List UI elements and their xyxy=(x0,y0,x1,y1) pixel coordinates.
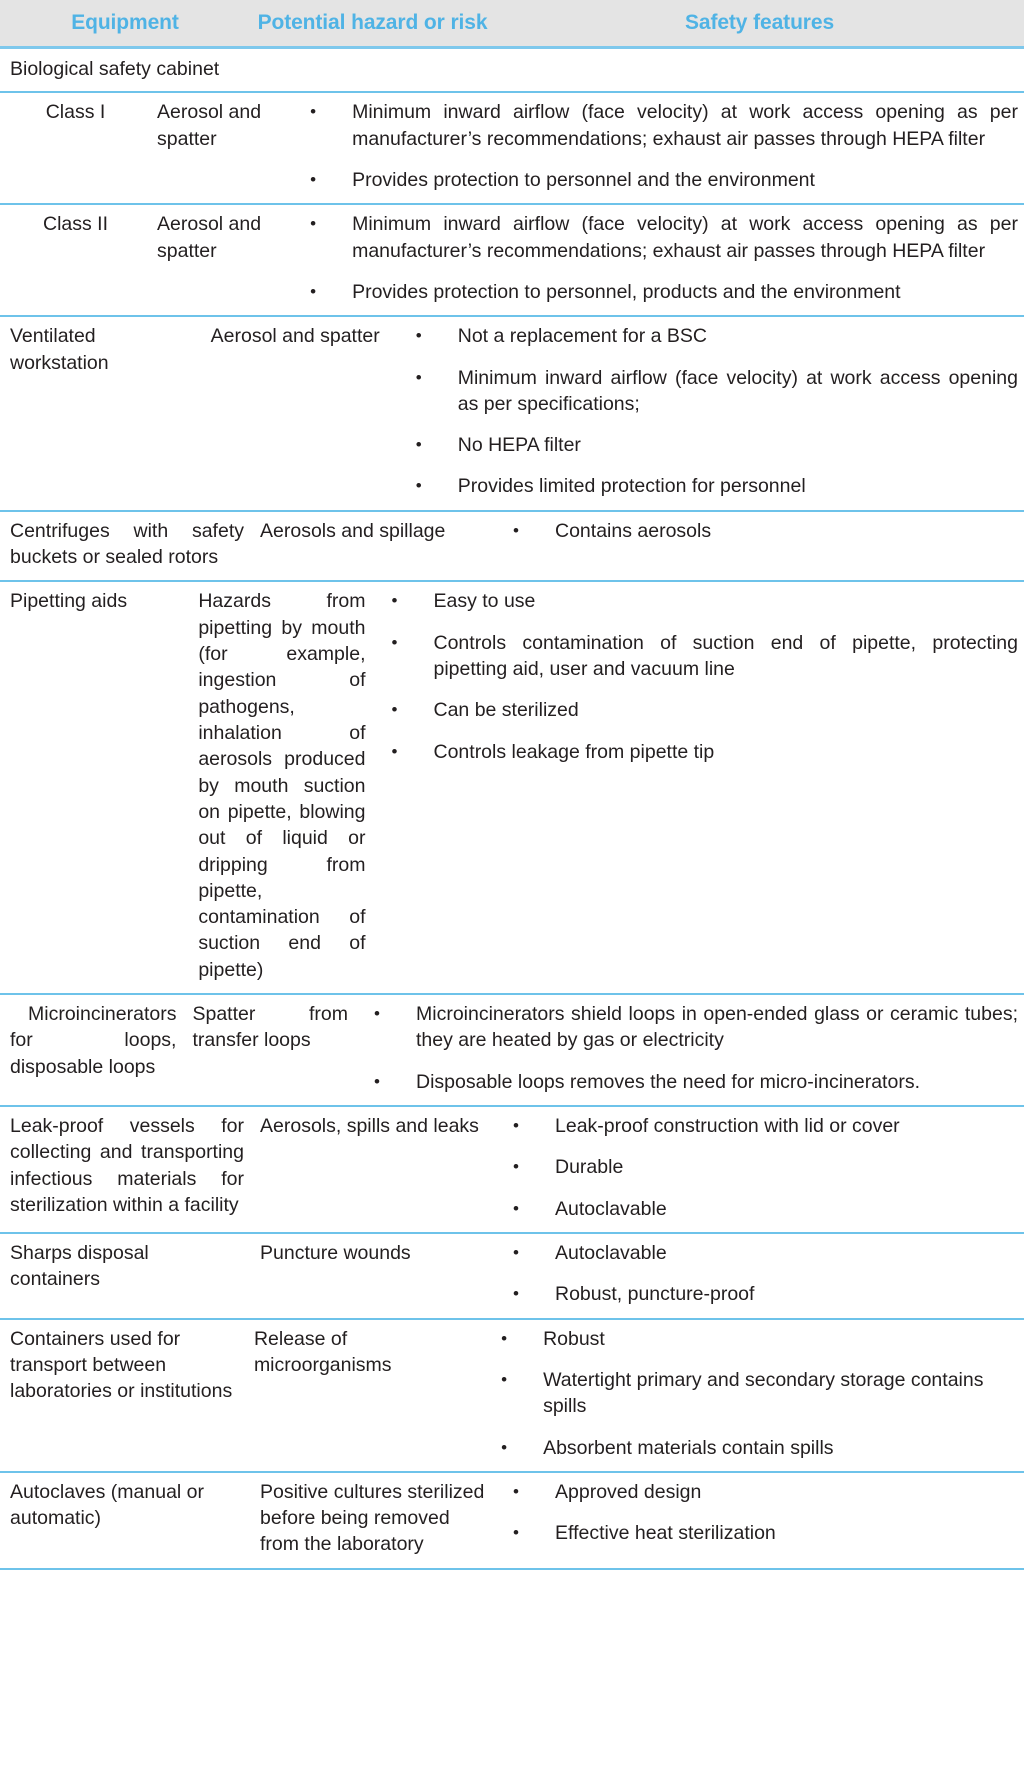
bullet-list xyxy=(495,1479,1018,1547)
list-item xyxy=(495,1196,1018,1222)
bullet-icon: • xyxy=(415,367,422,387)
column-header-equipment: Equipment xyxy=(71,11,179,34)
list-item xyxy=(398,432,1018,458)
table-row xyxy=(0,1473,1024,1570)
bullet-icon: • xyxy=(415,435,422,455)
list-item-label: Disposable loops removes the need for micro-incinerators. xyxy=(416,1070,920,1093)
bullet-icon: • xyxy=(310,102,317,122)
cell-equipment: Containers used for transport between laboratories or institutions xyxy=(10,1327,233,1403)
cell-equipment: Class II xyxy=(42,213,108,236)
group-features-empty xyxy=(495,49,1024,91)
list-item xyxy=(292,279,1018,305)
bullet-list xyxy=(495,518,1018,544)
list-item xyxy=(356,1069,1018,1095)
bullet-list xyxy=(495,1113,1018,1222)
list-item-label: No HEPA filter xyxy=(457,434,581,457)
cell-safety-features xyxy=(495,512,1024,581)
cell-safety-features xyxy=(292,93,1024,203)
list-item-label: Autoclavable xyxy=(555,1241,667,1264)
cell-equipment: Autoclaves (manual or automatic) xyxy=(10,1480,205,1530)
cell-equipment: Ventilated workstation xyxy=(10,325,109,374)
table-header-row xyxy=(0,0,1024,49)
bullet-icon: • xyxy=(310,214,317,234)
list-item xyxy=(374,739,1019,765)
bullet-icon: • xyxy=(415,326,422,346)
table-row xyxy=(0,205,1024,317)
table-row xyxy=(0,582,1024,995)
bullet-list xyxy=(483,1326,1018,1461)
list-item-label: Minimum inward airflow (face velocity) at work access opening as per manufacturer’s recommendations; exhaust air passes through HEPA filter xyxy=(352,101,1018,150)
cell-safety-features xyxy=(483,1320,1024,1471)
bullet-list xyxy=(398,323,1018,500)
list-item xyxy=(495,1240,1018,1266)
bullet-icon: • xyxy=(513,520,519,540)
list-item xyxy=(398,473,1018,499)
cell-safety-features xyxy=(495,1473,1024,1568)
list-item xyxy=(483,1326,1018,1352)
table-row-group-biological-safety-cabinet xyxy=(0,49,1024,93)
table-row xyxy=(0,1234,1024,1320)
cell-hazard: Aerosol and spatter xyxy=(210,325,380,348)
list-item-label: Watertight primary and secondary storage contains spills xyxy=(543,1368,984,1418)
bullet-icon: • xyxy=(415,476,422,496)
cell-equipment: Sharps disposal containers xyxy=(10,1241,149,1291)
bullet-list xyxy=(292,99,1018,193)
list-item xyxy=(374,697,1019,723)
list-item xyxy=(398,323,1018,349)
cell-equipment: Class I xyxy=(45,101,106,124)
bullet-icon: • xyxy=(513,1157,519,1177)
cell-equipment: Centrifuges with safety buckets or sealed rotors xyxy=(10,519,244,569)
bullet-list xyxy=(495,1240,1018,1308)
bullet-icon: • xyxy=(501,1328,508,1348)
list-item xyxy=(356,1001,1018,1054)
column-header-hazard: Potential hazard or risk xyxy=(257,11,488,34)
list-item-label: Provides limited protection for personnel xyxy=(457,475,806,498)
list-item-label: Minimum inward airflow (face velocity) at work access opening as per specifications; xyxy=(457,366,1018,415)
list-item-label: Durable xyxy=(555,1156,624,1179)
list-item-label: Provides protection to personnel and the environment xyxy=(352,168,815,191)
table-row xyxy=(0,1320,1024,1473)
group-hazard-empty xyxy=(250,49,495,91)
table-row xyxy=(0,317,1024,512)
list-item xyxy=(495,518,1018,544)
list-item xyxy=(495,1154,1018,1180)
list-item xyxy=(495,1479,1018,1505)
list-item-label: Autoclavable xyxy=(555,1197,667,1220)
cell-hazard: Aerosol and spatter xyxy=(157,213,262,262)
cell-safety-features xyxy=(495,1234,1024,1318)
list-item xyxy=(495,1520,1018,1546)
table-row xyxy=(0,1107,1024,1234)
cell-equipment: Pipetting aids xyxy=(10,590,128,613)
cell-safety-features xyxy=(356,995,1024,1105)
bullet-icon: • xyxy=(513,1481,519,1501)
list-item-label: Easy to use xyxy=(433,590,536,613)
list-item xyxy=(483,1435,1018,1461)
list-item xyxy=(483,1367,1018,1420)
list-item xyxy=(292,211,1018,264)
bullet-icon: • xyxy=(374,1071,380,1091)
bullet-icon: • xyxy=(513,1242,519,1262)
bullet-list xyxy=(292,211,1018,305)
cell-safety-features xyxy=(292,205,1024,315)
bullet-icon: • xyxy=(374,1004,380,1024)
table-row xyxy=(0,995,1024,1107)
cell-equipment: Microincinerators for loops, disposable loops xyxy=(10,1003,177,1078)
bullet-icon: • xyxy=(310,281,317,301)
list-item xyxy=(495,1113,1018,1139)
list-item-label: Provides protection to personnel, products and the environment xyxy=(352,280,901,303)
list-item-label: Approved design xyxy=(555,1480,702,1503)
list-item xyxy=(292,167,1018,193)
cell-safety-features xyxy=(374,582,1024,993)
list-item-label: Leak-proof construction with lid or cover xyxy=(555,1115,900,1137)
bullet-list xyxy=(356,1001,1018,1095)
table-row xyxy=(0,512,1024,583)
bullet-icon: • xyxy=(501,1369,508,1389)
cell-hazard: Hazards from pipetting by mouth (for example, ingestion of pathogens, inhalation of aerosols produced by mouth suction on pipette, blowing out of liquid or dripping from pipette, contamination of suction end of pipette) xyxy=(198,590,366,981)
cell-hazard: Positive cultures sterilized before being removed from the laboratory xyxy=(260,1480,485,1556)
cell-hazard: Release of microorganisms xyxy=(253,1327,392,1376)
bullet-icon: • xyxy=(513,1523,519,1543)
cell-hazard: Aerosols, spills and leaks xyxy=(260,1115,479,1137)
list-item-label: Minimum inward airflow (face velocity) at work access opening as per manufacturer’s recommendations; exhaust air passes through HEPA filter xyxy=(352,213,1018,262)
column-header-safety-features: Safety features xyxy=(684,11,835,34)
bullet-icon: • xyxy=(310,169,317,189)
bullet-icon: • xyxy=(391,632,398,652)
list-item xyxy=(495,1281,1018,1307)
bullet-icon: • xyxy=(391,591,398,611)
list-item-label: Controls contamination of suction end of pipette, protecting pipetting aid, user and vacuum line xyxy=(433,631,1018,680)
bullet-icon: • xyxy=(513,1198,519,1218)
cell-hazard: Spatter from transfer loops xyxy=(192,1003,348,1052)
list-item-label: Robust, puncture-proof xyxy=(555,1283,755,1306)
cell-hazard: Puncture wounds xyxy=(260,1241,411,1264)
list-item-label: Can be sterilized xyxy=(433,699,579,722)
list-item-label: Robust xyxy=(543,1327,605,1350)
cell-hazard: Aerosols and spillage xyxy=(260,519,446,542)
table-row xyxy=(0,93,1024,205)
bullet-icon: • xyxy=(501,1437,508,1457)
list-item-label: Controls leakage from pipette tip xyxy=(433,740,715,763)
list-item xyxy=(292,99,1018,152)
list-item xyxy=(374,588,1019,614)
cell-safety-features xyxy=(495,1107,1024,1232)
cell-equipment: Leak-proof vessels for collecting and transporting infectious materials for sterilization within a facility xyxy=(10,1115,244,1216)
group-label: Biological safety cabinet xyxy=(10,58,220,80)
list-item-label: Not a replacement for a BSC xyxy=(457,325,708,348)
bullet-icon: • xyxy=(513,1116,519,1135)
bullet-icon: • xyxy=(391,741,398,761)
bullet-list xyxy=(374,588,1019,765)
list-item xyxy=(398,365,1018,418)
cell-hazard: Aerosol and spatter xyxy=(157,101,262,150)
list-item-label: Absorbent materials contain spills xyxy=(543,1436,834,1459)
list-item-label: Contains aerosols xyxy=(555,519,712,542)
list-item-label: Effective heat sterilization xyxy=(555,1522,776,1545)
bullet-icon: • xyxy=(513,1284,519,1304)
list-item-label: Microincinerators shield loops in open-ended glass or ceramic tubes; they are heated by gas or electricity xyxy=(416,1003,1018,1052)
cell-safety-features xyxy=(398,317,1024,510)
list-item xyxy=(374,630,1019,683)
bullet-icon: • xyxy=(391,700,398,720)
